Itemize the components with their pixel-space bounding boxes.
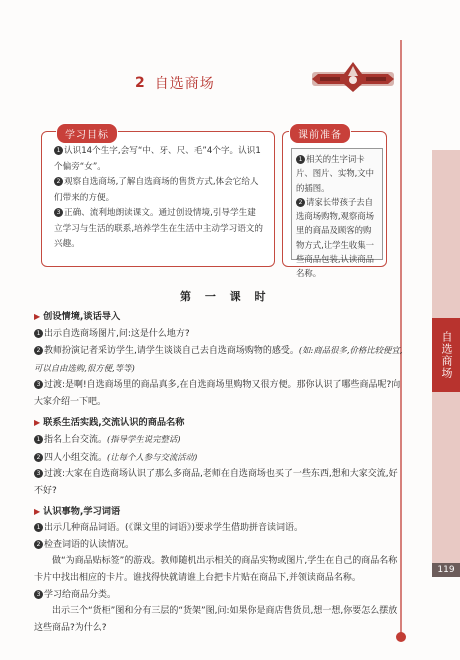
section-arrow-icon: ▶ [34, 312, 41, 321]
list-item: 3 学习给商品分类。 [34, 587, 404, 604]
list-item: 1 出示自选商场图片,问:这是什么地方? [34, 326, 404, 343]
section-arrow-icon: ▶ [34, 417, 41, 427]
paragraph: 出示三个“货柜”图和分有三层的“货架”图,问:如果你是商店售货员,想一想,你要怎么摆放这些商品?为什么? [34, 606, 398, 633]
list-item: 2 教师扮演记者采访学生,请学生谈谈自己去自选商场购物的感受。(如:商品很多,价格比较便宜,可以自由选购,很方便,等等) [34, 345, 403, 373]
list-item: 2 检查词语的认读情况。 [34, 537, 404, 554]
prep-item: 1 相关的生字词卡片、图片、实物,文中的插图。 [296, 154, 375, 193]
page-number: 119 [432, 563, 460, 577]
list-item: 2 四人小组交流。(让每个人参与交流活动) [34, 449, 404, 467]
preparation-heading: 课前准备 [289, 123, 351, 144]
preparation-box [282, 130, 387, 279]
section-arrow-icon: ▶ [34, 506, 41, 516]
section-title: 联系生活实践,交流认识的商品名称 [43, 416, 185, 428]
learning-goals-list [54, 144, 264, 253]
list-item: 1 出示几种商品词语。(《课文里的词语》)要求学生借助拼音读词语。 [34, 520, 404, 537]
goal-item: 2 观察自选商场,了解自选商场的售货方式,体会它给人们带来的方便。 [54, 177, 259, 203]
paragraph: 做“为商品贴标签”的游戏。教师随机出示相关的商品实物或图片,学生在自己的商品名称卡片中找出相应的卡片。谁找得快就请谁上台把卡片贴在商品下,并领读商品名称。 [34, 556, 398, 583]
list-item: 1 指名上台交流。(指导学生说完整话) [34, 431, 404, 449]
list-item: 3 过渡:是啊!自选商场里的商品真多,在自选商场里购物又很方便。那你认识了哪些商品呢?向大家介绍一下吧。 [34, 380, 401, 407]
list-item: 3 过渡:大家在自选商场认识了那么多商品,老师在自选商场也买了一些东西,想和大家交流,好不好? [34, 469, 398, 496]
first-lesson-heading: 第 一 课 时 [180, 290, 271, 303]
goal-item: 1 认识14个生字,会写“中、牙、尺、毛”4个字。认识1个偏旁“女”。 [54, 146, 261, 172]
lesson-title-row [135, 73, 215, 93]
lesson-content [34, 305, 404, 636]
rocket-decoration-icon [308, 60, 398, 94]
lesson-title: 自选商场 [154, 76, 215, 92]
section-1 [34, 309, 404, 411]
goal-item: 3 正确、流利地朗读课文。通过创设情境,引导学生建立学习与生活的联系,培养学生在生活中主动学习语文的兴趣。 [54, 208, 263, 249]
side-tab [432, 318, 460, 392]
preparation-list [291, 148, 383, 279]
section-title: 创设情境,谈话导入 [43, 311, 121, 322]
section-3 [34, 504, 404, 637]
section-2 [34, 415, 404, 500]
side-tab-label: 自选商场 [440, 331, 453, 379]
section-title: 认识事物,学习词语 [43, 505, 121, 517]
lesson-number: 2 [135, 75, 145, 91]
prep-item: 2 请家长带孩子去自选商场购物,观察商场里的商品及顾客的购物方式,让学生收集一些商品包装,认读商品名称。 [296, 196, 375, 279]
learning-goals-box [41, 131, 275, 267]
learning-goals-heading: 学习目标 [56, 123, 118, 144]
